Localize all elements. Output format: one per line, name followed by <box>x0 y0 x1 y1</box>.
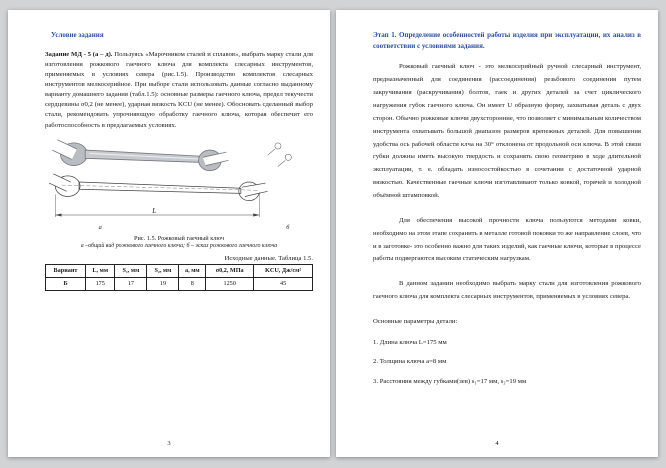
subfigure-labels <box>45 224 313 233</box>
table-row <box>46 277 313 290</box>
section-heading-usloviye: Условие задания <box>51 31 104 39</box>
dimension-L-label: L <box>152 206 157 215</box>
subfigure-label-b: б <box>286 223 290 231</box>
document-page-4 <box>336 10 658 457</box>
page-number-3: 3 <box>167 440 171 447</box>
param-thickness: 2. Толщина ключа а=8 мм <box>373 358 447 366</box>
col-variant: Вариант <box>46 264 86 277</box>
cell-S2: 19 <box>147 277 179 290</box>
wrench-photo-icon <box>52 139 228 170</box>
paragraph-3: В данном задании необходимо выбрать марку стали для изготовления рожкового гаечного ключа для комплекта слесарных инструментов, применяемых в условиях севера. <box>373 280 641 301</box>
task-label: Задание МД - 5 (а – д). <box>45 51 113 59</box>
task-text: Пользуясь «Марочником сталей и сплавов», выбрать марку стали для изготовления рожкового гаечного ключа для комплекта слесарных инструментов, применяемых в условиях севера (рис.1.5). Производство комплектов слесарных инструментов мелкосерийное. При выборе стали использовать данные согласно выданному варианту домашнего задания (табл.1.5): основные размеры гаечного ключа, предел текучести сердцевины σ0,2 (не менее), ударная вязкость KCU (не менее). Обосновать сделанный выбор стали, рекомендовать упрочняющую обработку гаечного ключа, которая обеспечит его работоспособность в предлагаемых условиях. <box>45 51 313 129</box>
col-S1: S₁, мм <box>115 264 147 277</box>
cell-S1: 17 <box>115 277 147 290</box>
cell-a: 8 <box>179 277 206 290</box>
wrench-sketch-icon <box>49 173 268 216</box>
paragraph-2: Для обеспечения высокой прочности ключа пользуются методами ковки, необходимо на этом этапе сохранить в металле готовой поковки то же направление слоев, что и в заготовке- это особенно важно для таких изделий, как гаечные ключи, которые в процессе работы подвергаются высоким статическим нагрузкам. <box>373 216 641 263</box>
cell-L: 175 <box>86 277 115 290</box>
document-page-3 <box>8 10 330 457</box>
col-S2: S₂, мм <box>147 264 179 277</box>
figure-caption-sub: а –общий вид рожкового гаечного ключа; б – эскиз рожкового гаечного ключа <box>80 242 278 249</box>
variants-table <box>45 264 313 291</box>
table-header-row <box>46 264 313 277</box>
page-4-content <box>373 30 641 439</box>
task-paragraph <box>45 50 313 130</box>
col-sigma: σ0,2, МПа <box>206 264 254 277</box>
table-intro: Исходные данные. Таблица 1.5. <box>224 254 313 262</box>
param-jaw-gaps: 3. Расстояния между губками(зев) s₁=17 мм, s₂=19 мм <box>373 378 527 386</box>
cell-sigma: 1250 <box>206 277 254 290</box>
section-heading-etap1: Этап 1. Определение особенностей работы изделия при эксплуатации, их анализ в соответствии с условиями задания. <box>373 31 641 51</box>
col-kcu: KCU, Дж/см² <box>254 264 313 277</box>
cell-variant: Б <box>46 277 86 290</box>
surface-callout-icon <box>268 142 292 166</box>
page-number-4: 4 <box>495 440 499 447</box>
wrench-figure <box>45 138 313 224</box>
paragraph-1: Рожковый гаечный ключ - это мелкосерийный ручной слесарный инструмент, предназначенный для соединения (рассоединения) резьбового соединения путем закручивания (раскручивания) болтов, гаек и других деталей за счет циклического нагружения губок гаечного ключа. Он имеет U образную форму, захватывая деталь с двух сторон. Обычно рожковые ключи двухсторонние, что позволяет с минимальным количеством инструмента охватывать большой диапазон размеров крепежных деталей. Для повышения удобства ось рабочей области клча на 30° отклонена от продольной оси ключа. В этой связи губки должны иметь высокую твердость и сохранять свою геометрию в ходе длительной эксплуатации, т. е. обладать износостойкостью в сочетании с достаточной ударной вязкостью. Качественные гаечные ключи изготавливают только ковкой, горячей и холодной объёмной штамповкой. <box>373 63 641 199</box>
col-a: а, мм <box>179 264 206 277</box>
subfigure-label-a: а <box>98 223 102 231</box>
page-3-content <box>45 30 313 439</box>
wrench-drawing-icon <box>45 138 313 224</box>
param-length: 1. Длина ключа L=175 мм <box>373 338 447 346</box>
col-L: L, мм <box>86 264 115 277</box>
figure-caption: Рис. 1.5. Рожковый гаечный ключ <box>133 234 225 242</box>
params-title: Основные параметры детали: <box>373 317 458 325</box>
cell-kcu: 45 <box>254 277 313 290</box>
